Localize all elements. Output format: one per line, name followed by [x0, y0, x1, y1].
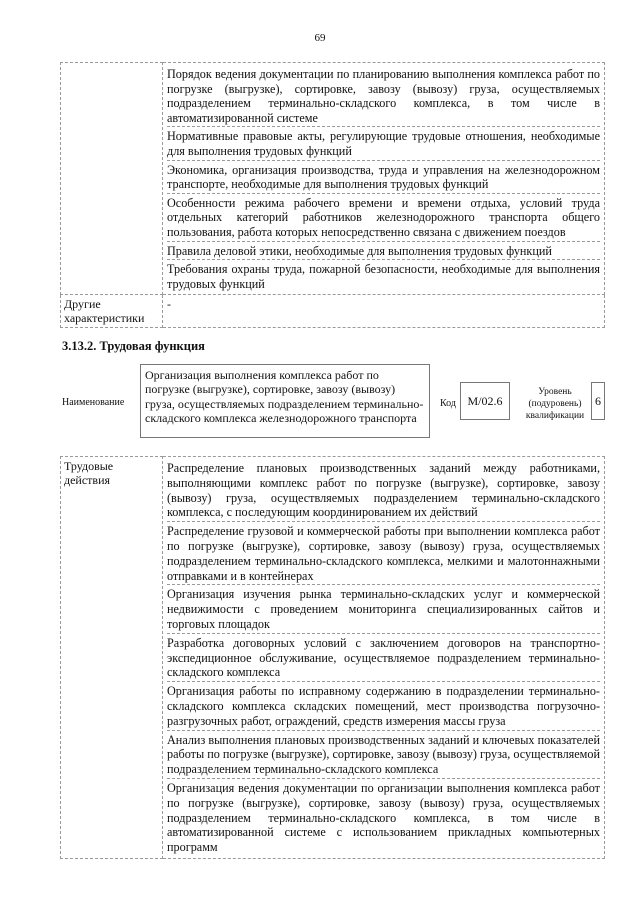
labor-action-item: Разработка договорных условий с заключением договоров на транспортно-экспедиционное обслуживание, осуществляемое подразделением терминально-складского комплекса: [167, 633, 600, 681]
labor-actions-label: Трудовые действия: [61, 457, 163, 859]
labor-action-item: Распределение плановых производственных заданий между работниками, выполняющими комплекс работ по погрузке (выгрузке), сортировке, завозу (вывозу) груза, осуществляемых подразделением терминально-складского комплекса, с последующим координированием их действий: [167, 461, 600, 520]
function-name-box: Организация выполнения комплекса работ по погрузке (выгрузке), сортировке, завозу (вывозу) груза, осуществляемых подразделением терминально-складского комплекса железнодорожного транспорта: [140, 364, 430, 438]
requirement-item: Нормативные правовые акты, регулирующие трудовые отношения, необходимые для выполнения трудовых функций: [167, 126, 600, 159]
requirement-item: Правила деловой этики, необходимые для выполнения трудовых функций: [167, 241, 600, 260]
requirements-label-cell: [61, 63, 163, 295]
requirement-item: Особенности режима рабочего времени и времени отдыха, условий труда отдельных категорий работников железнодорожного транспорта общего пользования, работа которых непосредственно связана с движением поездов: [167, 193, 600, 241]
other-characteristics-label: Другие характеристики: [61, 295, 163, 328]
code-label: Код: [440, 398, 456, 409]
requirement-item: Экономика, организация производства, труда и управления на железнодорожном транспорте, необходимые для выполнения трудовых функций: [167, 160, 600, 193]
page-number: 69: [314, 32, 326, 44]
requirements-table: [60, 62, 605, 328]
labor-actions-content: [163, 457, 605, 859]
labor-action-item: Организация работы по исправному содержанию в подразделении терминально-складского комплекса складских помещений, мест производства погрузочно-разгрузочных работ, ограждений, средств измерения массы груза: [167, 681, 600, 729]
qualification-level-value: 6: [591, 382, 605, 420]
labor-action-item: Анализ выполнения плановых производственных заданий и ключевых показателей работы по погрузке (выгрузке), сортировке, завозу (вывозу) груза, осуществляемой подразделением терминально-складского комплекса: [167, 730, 600, 778]
name-label: Наименование: [62, 397, 125, 408]
requirements-content-cell: [163, 63, 605, 295]
labor-action-item: Организация изучения рынка терминально-складских услуг и коммерческой недвижимости с проведением мониторинга специализированных сайтов и торговых площадок: [167, 584, 600, 632]
requirement-item: Требования охраны труда, пожарной безопасности, необходимые для выполнения трудовых функций: [167, 259, 600, 292]
labor-action-item: Распределение грузовой и коммерческой работы при выполнении комплекса работ по погрузке (выгрузке), сортировке, завозу (вывозу) груза, осуществляемых подразделением терминально-складского комплекса, мелкими и малотоннажными отправками и в контейнерах: [167, 521, 600, 584]
labor-actions-table: [60, 456, 605, 859]
qualification-level-label: Уровень (подуровень) квалификации: [525, 387, 585, 421]
section-title: 3.13.2. Трудовая функция: [62, 339, 205, 353]
other-characteristics-value: -: [163, 295, 605, 328]
requirement-item: Порядок ведения документации по планированию выполнения комплекса работ по погрузке (выгрузке), сортировке, завозу (вывозу) груза, осуществляемых подразделением терминально-складского комплекса, в том числе в автоматизированной системе: [167, 67, 600, 125]
code-value: M/02.6: [460, 382, 510, 420]
labor-action-item: Организация ведения документации по организации выполнения комплекса работ по погрузке (выгрузке), сортировке, завозу (вывозу) груза, осуществляемых подразделением терминально-складского комплекса, в том числе в автоматизированной системе с использованием прикладных компьютерных программ: [167, 778, 600, 856]
